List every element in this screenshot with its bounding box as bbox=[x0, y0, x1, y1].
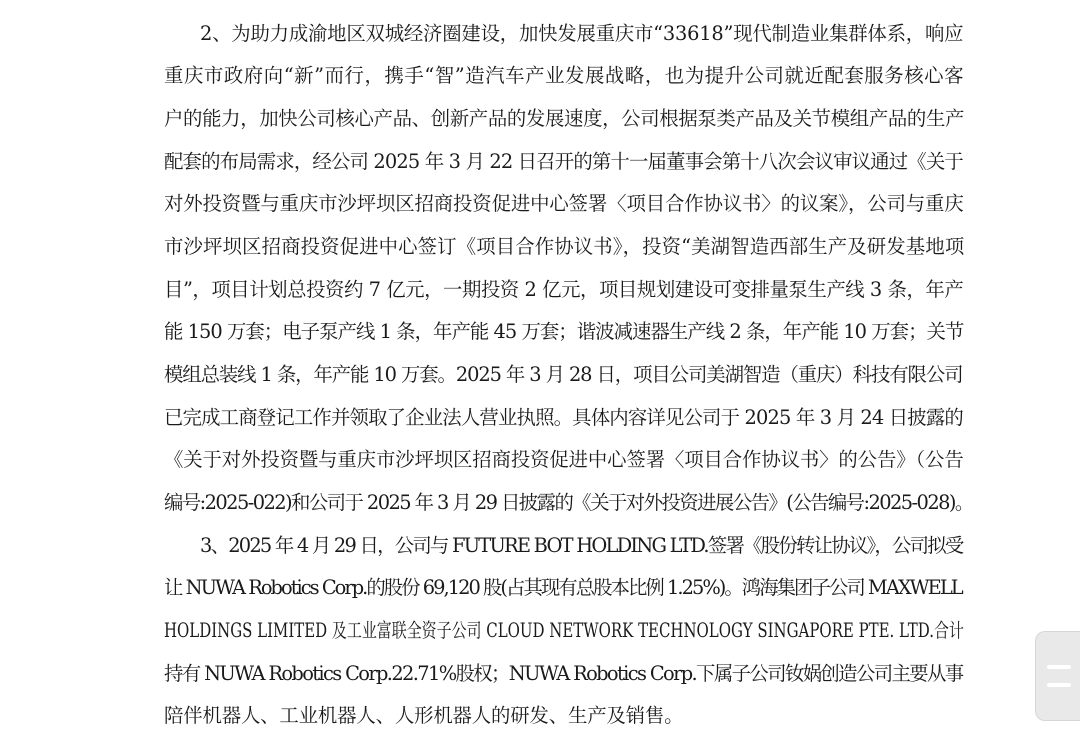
paragraph-2-line-7: 目”，项目计划总投资约 7 亿元，一期投资 2 亿元，项目规划建设可变排量泵生产线 3 条，年产 bbox=[164, 278, 964, 301]
paragraph-2-line-5: 对外投资暨与重庆市沙坪坝区招商投资促进中心签署〈项目合作协议书〉的议案》，公司与重庆 bbox=[164, 192, 964, 215]
paragraph-2-line-10: 已完成工商登记工作并领取了企业法人营业执照。具体内容详见公司于 2025 年 3 月 24 日披露的 bbox=[164, 406, 963, 429]
menu-line-top bbox=[1047, 665, 1071, 669]
paragraph-3-line-3: HOLDINGS LIMITED 及工业富联全资子公司 CLOUD NETWORK TECHNOLOGY SINGAPORE PTE. LTD.合计 bbox=[164, 619, 964, 642]
paragraph-3-line-5: 陪伴机器人、工业机器人、人形机器人的研发、生产及销售。 bbox=[164, 704, 684, 727]
paragraph-2-line-1: 2、为助力成渝地区双城经济圈建设，加快发展重庆市“33618”现代制造业集群体系，响应 bbox=[200, 22, 964, 45]
paragraph-2-line-9: 模组总装线 1 条，年产能 10 万套。2025 年 3 月 28 日，项目公司美湖智造（重庆）科技有限公司 bbox=[164, 363, 963, 386]
paragraph-3-line-2: 让 NUWA Robotics Corp.的股份 69,120 股(占其现有总股本比例 1.25%)。鸿海集团子公司 MAXWELL bbox=[164, 576, 962, 599]
paragraph-2-line-8: 能 150 万套；电子泵产线 1 条，年产能 45 万套；谐波减速器生产线 2 条，年产能 10 万套；关节 bbox=[164, 320, 964, 343]
menu-line-bottom bbox=[1047, 683, 1071, 687]
paragraph-2-line-6: 市沙坪坝区招商投资促进中心签订《项目合作协议书》，投资“美湖智造西部生产及研发基地项 bbox=[164, 235, 965, 258]
paragraph-2-line-12: 编号:2025-022)和公司于 2025 年 3 月 29 日披露的《关于对外投资进展公告》(公告编号:2025-028)。 bbox=[164, 491, 973, 514]
side-drawer-handle[interactable] bbox=[1035, 631, 1080, 721]
paragraph-2-line-2: 重庆市政府向“新”而行，携手“智”造汽车产业发展战略，也为提升公司就近配套服务核心客 bbox=[164, 64, 965, 87]
paragraph-2-line-4: 配套的布局需求，经公司 2025 年 3 月 22 日召开的第十一届董事会第十八次会议审议通过《关于 bbox=[164, 150, 963, 173]
paragraph-2-line-3: 户的能力，加快公司核心产品、创新产品的发展速度，公司根据泵类产品及关节模组产品的生产 bbox=[164, 107, 965, 130]
paragraph-3-line-1: 3、2025 年 4 月 29 日，公司与 FUTURE BOT HOLDING LTD.签署《股份转让协议》，公司拟受 bbox=[200, 534, 963, 557]
paragraph-2-line-11: 《关于对外投资暨与重庆市沙坪坝区招商投资促进中心签署〈项目合作协议书〉的公告》（公告 bbox=[164, 448, 964, 471]
paragraph-3-line-4: 持有 NUWA Robotics Corp.22.71%股权；NUWA Robotics Corp.下属子公司钕娲创造公司主要从事 bbox=[164, 662, 963, 685]
